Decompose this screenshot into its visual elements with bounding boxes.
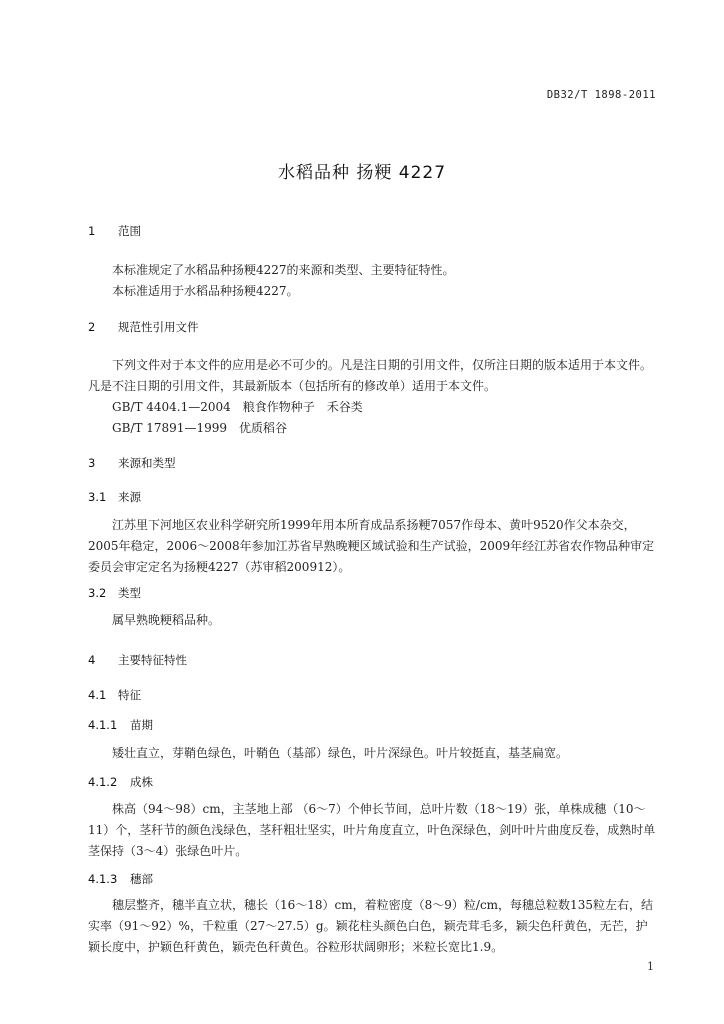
reference-item: GB/T 17891—1999 优质稻谷	[112, 421, 287, 435]
section-title: 范围	[118, 224, 141, 238]
section-number: 2	[88, 320, 96, 334]
subsection-4-1-2-heading	[88, 774, 153, 790]
paragraph: 本标准规定了水稻品种扬粳4227的来源和类型、主要特征特性。	[112, 263, 455, 277]
section-number: 3	[88, 456, 96, 470]
paragraph: 矮壮直立，芽鞘色绿色，叶鞘色（基部）绿色，叶片深绿色。叶片较挺直，基茎扁宽。	[112, 746, 569, 760]
subsection-title: 来源	[118, 490, 141, 504]
section-2-heading	[88, 319, 199, 335]
subsection-4-1-1-heading	[88, 717, 153, 733]
section-1-heading	[88, 223, 141, 239]
subsection-3-2-heading	[88, 585, 141, 601]
subsection-number: 4.1.3	[88, 872, 118, 886]
section-title: 来源和类型	[118, 456, 176, 470]
paragraph: 江苏里下河地区农业科学研究所1999年用本所育成品系扬粳7057作母本、黄叶9520作父本杂交，2005年稳定，2006～2008年参加江苏省早熟晚粳区域试验和生产试验，2009年经江苏省农作物品种审定委员会审定定名为扬粳4227（苏审稻200912）。	[88, 518, 655, 574]
subsection-3-1-heading	[88, 489, 141, 505]
subsection-4-1-heading	[88, 687, 141, 703]
document-title: 水稻品种 扬粳 4227	[277, 163, 447, 183]
subsection-title: 穗部	[130, 872, 153, 886]
paragraph: 属早熟晚粳稻品种。	[112, 613, 221, 627]
paragraph: 穗层整齐，穗半直立状，穗长（16～18）cm，着粒密度（8～9）粒/cm，每穗总粒数135粒左右，结实率（91～92）%，千粒重（27～27.5）g。颖花柱头颜色白色，颖壳茸毛多，颖尖色秆黄色，无芒，护颖长度中，护颖色秆黄色，颖壳色秆黄色。谷粒形状阔卵形；米粒长宽比1.9。	[88, 898, 653, 954]
section-4-heading	[88, 652, 187, 668]
subsection-title: 类型	[118, 586, 141, 600]
subsection-number: 4.1.2	[88, 775, 118, 789]
subsection-number: 4.1.1	[88, 718, 118, 732]
section-3-heading	[88, 455, 176, 471]
section-title: 规范性引用文件	[118, 320, 199, 334]
subsection-title: 特征	[118, 688, 141, 702]
subsection-number: 3.2	[88, 586, 107, 600]
page-number: 1	[647, 960, 654, 973]
subsection-4-1-3-heading	[88, 871, 153, 887]
subsection-number: 3.1	[88, 490, 107, 504]
paragraph: 本标准适用于水稻品种扬粳4227。	[112, 284, 299, 298]
subsection-title: 成株	[130, 775, 153, 789]
subsection-title: 苗期	[130, 718, 153, 732]
section-title: 主要特征特性	[118, 653, 187, 667]
paragraph: 株高（94～98）cm，主茎地上部 （6～7）个伸长节间，总叶片数（18～19）张，单株成穗（10～11）个，茎秆节的颜色浅绿色，茎秆粗壮坚实，叶片角度直立，叶色深绿色，剑叶叶片曲度反卷，成熟时单茎保持（3～4）张绿色叶片。	[88, 802, 656, 858]
document-code: DB32/T 1898-2011	[546, 89, 656, 101]
section-number: 1	[88, 224, 96, 238]
section-number: 4	[88, 653, 96, 667]
subsection-number: 4.1	[88, 688, 107, 702]
reference-item: GB/T 4404.1—2004 粮食作物种子 禾谷类	[112, 400, 363, 414]
paragraph: 下列文件对于本文件的应用是必不可少的。凡是注日期的引用文件，仅所注日期的版本适用于本文件。凡是不注日期的引用文件，其最新版本（包括所有的修改单）适用于本文件。	[88, 358, 653, 393]
